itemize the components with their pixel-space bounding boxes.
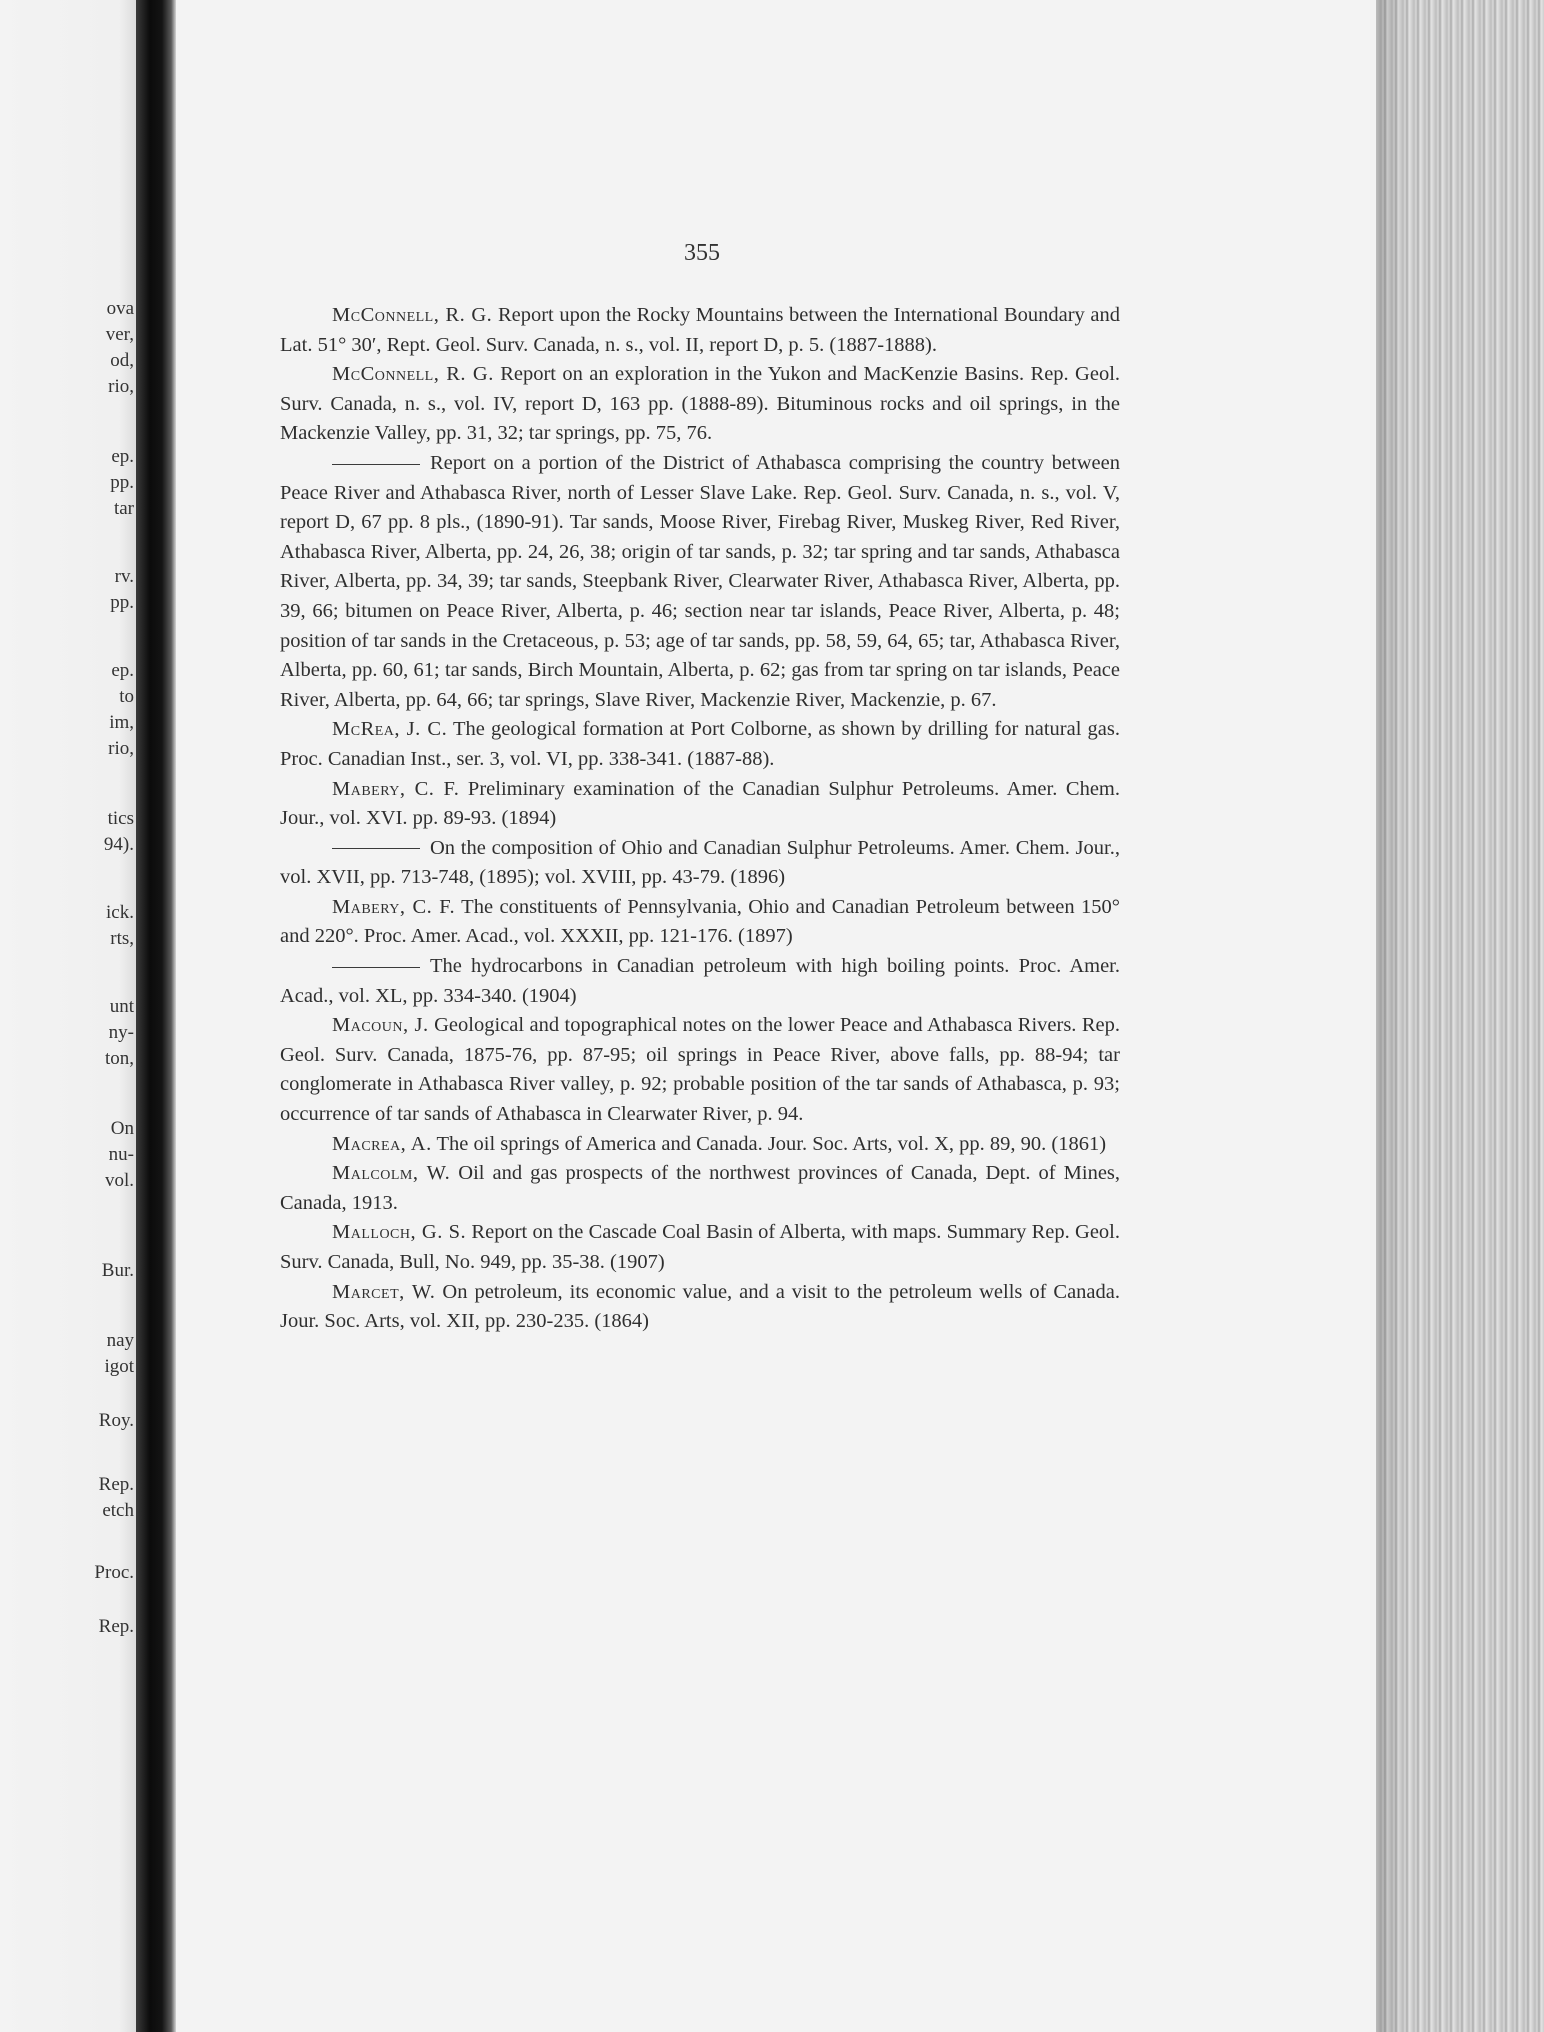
entry-text: Report on an exploration in the Yukon and MacKenzie Basins. Rep. Geol. Surv. Canada, n. s., vol. IV, report D, 163 pp. (1888-89). Bituminous rocks and oil springs, in the Mackenzie Valley, pp. 31, 32; tar springs, pp. 75, 76.: [280, 363, 1121, 445]
entry-author: McRea, J. C.: [332, 718, 448, 741]
left-page-fragment: Rep.: [98, 1474, 134, 1495]
left-page-fragment: rio,: [108, 376, 134, 397]
entry-author: Mabery, C. F.: [332, 895, 456, 918]
entry-text: On the composition of Ohio and Canadian Sulphur Petroleums. Amer. Chem. Jour., vol. XVII, pp. 713-748, (1895); vol. XVIII, pp. 43-79. (1896): [280, 836, 1120, 889]
entry-author: Marcet, W.: [332, 1280, 436, 1303]
entry-author: Macoun, J.: [332, 1014, 429, 1037]
bibliography-entry: [280, 1278, 1120, 1337]
left-page-fragment: pp.: [110, 592, 134, 613]
entry-text: Report on the Cascade Coal Basin of Alberta, with maps. Summary Rep. Geol. Surv. Canada, Bull, No. 949, pp. 35-38. (1907): [280, 1221, 1120, 1273]
left-page-fragment: nu-: [108, 1144, 134, 1165]
left-page-fragment: Proc.: [94, 1562, 134, 1583]
entry-text: Report on a portion of the District of Athabasca comprising the country between Peace River and Athabasca River, north of Lesser Slave Lake. Rep. Geol. Surv. Canada, n. s., vol. V, report D, 67 pp. 8 pls., (1890-91). Tar sands, Moose River, Firebag River, Muskeg River, Red River, Athabasca River, Alberta, pp. 24, 26, 38; origin of tar sands, p. 32; tar spring and tar sands, Athabasca River, Alberta, pp. 34, 39; tar sands, Steepbank River, Clearwater River, Athabasca River, Alberta, pp. 39, 66; bitumen on Peace River, Alberta, p. 46; section near tar islands, Peace River, Alberta, p. 48; position of tar sands in the Cretaceous, p. 53; age of tar sands, pp. 58, 59, 64, 65; tar, Athabasca River, Alberta, pp. 60, 61; tar sands, Birch Mountain, Alberta, p. 62; gas from tar spring on tar islands, Peace River, Alberta, pp. 64, 66; tar springs, Slave River, Mackenzie River, Mackenzie, p. 67.: [280, 451, 1120, 711]
bibliography-entry: [280, 449, 1120, 715]
entry-text: Report upon the Rocky Mountains between the International Boundary and Lat. 51° 30′, Rept. Geol. Surv. Canada, n. s., vol. II, report D, p. 5. (1887-1888).: [280, 304, 1121, 356]
entry-author: Malloch, G. S.: [332, 1221, 467, 1244]
left-page-fragment: im,: [109, 712, 134, 733]
bibliography-entry: [280, 360, 1120, 449]
ditto-dash: [332, 848, 420, 849]
book-gutter: [136, 0, 176, 2032]
left-page-fragment: unt: [109, 996, 134, 1017]
entry-author: McConnell, R. G.: [332, 363, 494, 386]
left-page-fragment: ep.: [111, 660, 134, 681]
entry-author: McConnell, R. G.: [332, 304, 493, 326]
entry-author: Macrea, A.: [332, 1132, 432, 1155]
bibliography-entry: [280, 301, 1120, 360]
left-page-fragment: pp.: [110, 472, 134, 493]
left-page: [0, 0, 140, 2032]
entry-author: Mabery, C. F.: [332, 777, 460, 800]
entry-text: Preliminary examination of the Canadian Sulphur Petroleums. Amer. Chem. Jour., vol. XVI. pp. 89-93. (1894): [280, 777, 1121, 830]
bibliography-entry: [280, 1011, 1120, 1129]
left-page-fragment: ova: [106, 298, 134, 319]
left-page-fragment: nay: [106, 1330, 134, 1351]
left-page-fragment: rv.: [114, 566, 134, 587]
left-page-fragment: Bur.: [101, 1260, 134, 1281]
left-page-fragment: rts,: [110, 928, 134, 949]
left-page-fragment: ep.: [111, 446, 134, 467]
left-page-fragment: ny-: [108, 1022, 134, 1043]
left-page-fragment: rio,: [108, 738, 134, 759]
left-page-fragment: igot: [104, 1356, 134, 1377]
left-page-fragment: On: [110, 1118, 134, 1139]
page-number: 355: [684, 240, 720, 266]
left-page-fragment: etch: [102, 1500, 134, 1521]
left-page-fragment: od,: [110, 350, 134, 371]
entry-text: Geological and topographical notes on the lower Peace and Athabasca Rivers. Rep. Geol. Surv. Canada, 1875-76, pp. 87-95; oil springs in Peace River, above falls, pp. 88-94; tar conglomerate in Athabasca River valley, p. 92; probable position of the tar sands of Athabasca, p. 93; occurrence of tar sands of Athabasca in Clearwater River, p. 94.: [280, 1014, 1121, 1126]
entry-text: Oil and gas prospects of the northwest provinces of Canada, Dept. of Mines, Canada, 1913.: [280, 1162, 1121, 1214]
bibliography-entry: [280, 1159, 1120, 1218]
left-page-fragment: ver,: [105, 324, 134, 345]
bibliography-entry: [280, 952, 1120, 1011]
entry-author: Malcolm, W.: [332, 1162, 451, 1185]
bibliography-entry: [280, 775, 1120, 834]
left-page-fragment: vol.: [104, 1170, 134, 1191]
left-page-fragment: Rep.: [98, 1616, 134, 1637]
left-page-fragment: to: [119, 686, 134, 707]
bibliography-entry: [280, 1130, 1120, 1160]
entry-text: The constituents of Pennsylvania, Ohio and Canadian Petroleum between 150° and 220°. Proc. Amer. Acad., vol. XXXII, pp. 121-176. (1897): [280, 895, 1120, 948]
bibliography-entry: [280, 893, 1120, 952]
left-page-fragment: ton,: [104, 1048, 134, 1069]
entry-text: The oil springs of America and Canada. Jour. Soc. Arts, vol. X, pp. 89, 90. (1861): [436, 1132, 1107, 1155]
bibliography-entry: [280, 834, 1120, 893]
left-page-fragment: tar: [113, 498, 134, 519]
page-edge-shadow: [1376, 0, 1406, 2032]
bibliography-text: [280, 301, 1120, 1337]
left-page-fragment: ick.: [106, 902, 134, 923]
left-page-fragment: Roy.: [98, 1410, 134, 1431]
entry-text: On petroleum, its economic value, and a visit to the petroleum wells of Canada. Jour. Soc. Arts, vol. XII, pp. 230-235. (1864): [280, 1280, 1120, 1333]
bibliography-entry: [280, 715, 1120, 774]
ditto-dash: [332, 967, 420, 968]
left-page-fragment: 94).: [103, 834, 134, 855]
bibliography-entry: [280, 1218, 1120, 1277]
entry-text: The geological formation at Port Colborne, as shown by drilling for natural gas. Proc. Canadian Inst., ser. 3, vol. VI, pp. 338-341. (1887-88).: [280, 718, 1120, 770]
ditto-dash: [332, 464, 420, 465]
entry-text: The hydrocarbons in Canadian petroleum with high boiling points. Proc. Amer. Acad., vol. XL, pp. 334-340. (1904): [280, 955, 1120, 1007]
left-page-fragment: tics: [107, 808, 134, 829]
